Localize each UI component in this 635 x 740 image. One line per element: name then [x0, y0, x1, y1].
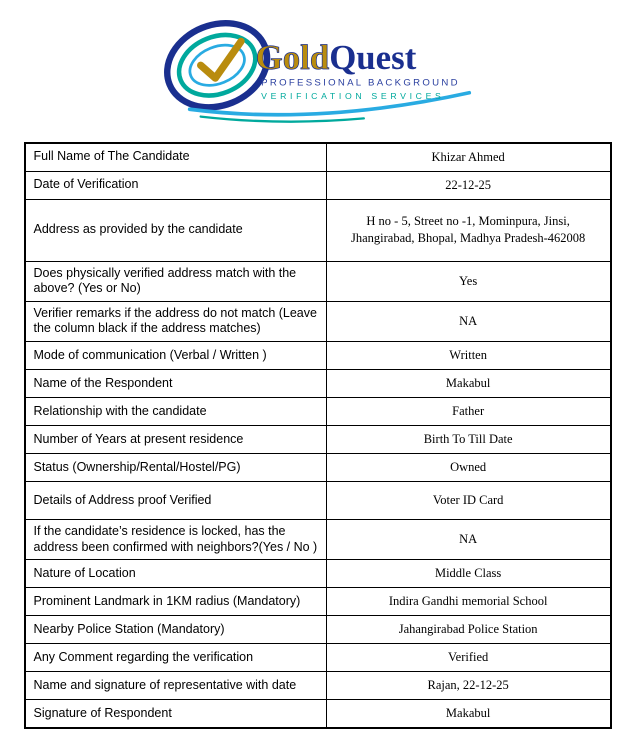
table-row — [25, 301, 611, 341]
row-label: If the candidate’s residence is locked, has the address been confirmed with neighbors?(Yes / No ) — [25, 520, 327, 560]
row-label: Name of the Respondent — [25, 370, 327, 398]
row-value: Father — [326, 398, 610, 426]
row-value: Indira Gandhi memorial School — [326, 588, 610, 616]
table-row — [25, 588, 611, 616]
table-row — [25, 342, 611, 370]
row-value: Written — [326, 342, 610, 370]
table-row — [25, 370, 611, 398]
table-row — [25, 199, 611, 261]
logo-word-quest: Quest — [328, 37, 416, 77]
verification-table-container — [24, 142, 612, 729]
table-row — [25, 143, 611, 171]
row-value: Khizar Ahmed — [326, 143, 610, 171]
row-label: Name and signature of representative with date — [25, 672, 327, 700]
row-label: Does physically verified address match with the above? (Yes or No) — [25, 261, 327, 301]
table-row — [25, 644, 611, 672]
row-value: Rajan, 22-12-25 — [326, 672, 610, 700]
table-row — [25, 672, 611, 700]
row-value: Makabul — [326, 700, 610, 728]
row-value: NA — [326, 301, 610, 341]
row-value: NA — [326, 520, 610, 560]
row-value: H no - 5, Street no -1, Mominpura, Jinsi, Jhangirabad, Bhopal, Madhya Pradesh-462008 — [326, 199, 610, 261]
row-label: Nearby Police Station (Mandatory) — [25, 616, 327, 644]
row-value: Verified — [326, 644, 610, 672]
row-value: Yes — [326, 261, 610, 301]
verification-table — [24, 142, 612, 729]
row-label: Verifier remarks if the address do not match (Leave the column black if the address matches) — [25, 301, 327, 341]
table-row — [25, 560, 611, 588]
row-value: Voter ID Card — [326, 482, 610, 520]
table-row — [25, 398, 611, 426]
row-label: Date of Verification — [25, 171, 327, 199]
row-label: Signature of Respondent — [25, 700, 327, 728]
row-value: Jahangirabad Police Station — [326, 616, 610, 644]
row-value: Owned — [326, 454, 610, 482]
row-label: Relationship with the candidate — [25, 398, 327, 426]
table-row — [25, 700, 611, 728]
row-label: Number of Years at present residence — [25, 426, 327, 454]
logo-wordmark — [255, 38, 416, 77]
table-row — [25, 520, 611, 560]
table-row — [25, 616, 611, 644]
row-label: Details of Address proof Verified — [25, 482, 327, 520]
table-row — [25, 426, 611, 454]
logo-check-icon — [200, 41, 240, 78]
table-row — [25, 482, 611, 520]
goldquest-logo-icon — [153, 8, 483, 128]
table-row — [25, 171, 611, 199]
row-label: Status (Ownership/Rental/Hostel/PG) — [25, 454, 327, 482]
row-value: Birth To Till Date — [326, 426, 610, 454]
row-value: 22-12-25 — [326, 171, 610, 199]
logo-word-gold: Gold — [255, 37, 329, 77]
table-row — [25, 454, 611, 482]
row-label: Mode of communication (Verbal / Written ) — [25, 342, 327, 370]
row-label: Prominent Landmark in 1KM radius (Mandatory) — [25, 588, 327, 616]
row-label: Address as provided by the candidate — [25, 199, 327, 261]
logo-tagline-2: VERIFICATION SERVICES — [260, 91, 445, 102]
row-label: Any Comment regarding the verification — [25, 644, 327, 672]
row-value: Makabul — [326, 370, 610, 398]
table-body — [25, 143, 611, 728]
company-logo — [0, 8, 635, 128]
table-row — [25, 261, 611, 301]
logo-swoosh2-icon — [200, 117, 363, 122]
logo-tagline-1: PROFESSIONAL BACKGROUND — [260, 77, 460, 89]
row-label: Nature of Location — [25, 560, 327, 588]
row-value: Middle Class — [326, 560, 610, 588]
row-label: Full Name of The Candidate — [25, 143, 327, 171]
